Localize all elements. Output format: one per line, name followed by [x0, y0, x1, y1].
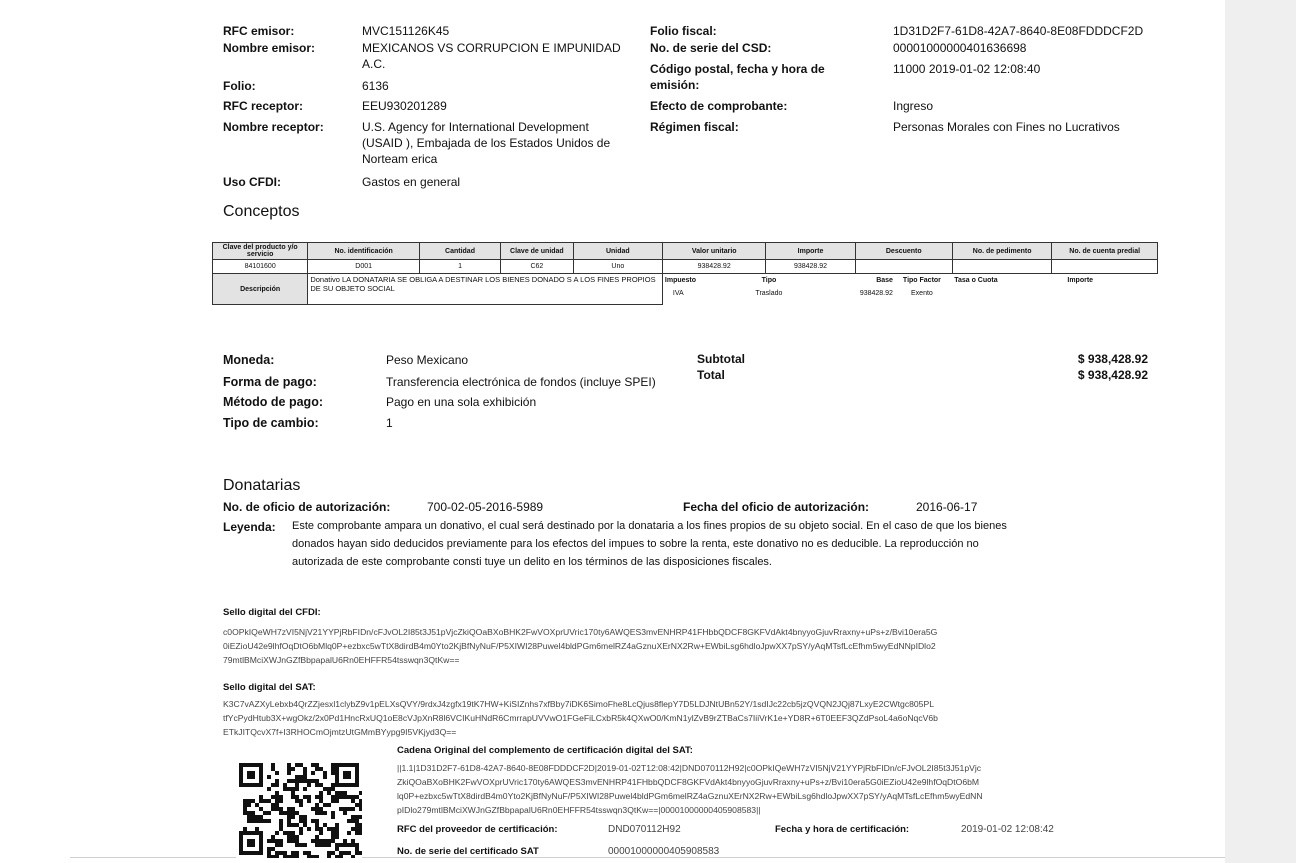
moneda-label: Moneda: [223, 353, 275, 367]
codigo-postal-label-1: Código postal, fecha y hora de [650, 62, 825, 76]
viewer-side-panel [1225, 0, 1296, 863]
cadena-line-1: ||1.1|1D31D2F7-61D8-42A7-8640-8E08FDDDCF2D|2019-01-02T12:08:42|DND070112H92|c0OPkIQeWH7zVI5NjV21YYPjRbFIDn/cFJvOL2I85t3J51pVjc [397, 763, 982, 773]
cadena-line-2: ZkiQOaBXoBHK2FwVOXprUVric170ty6AWQES3mvENHRP41FHbbQDCF8GKFVdAkt4bnyyoGjuvRraxny+uPs+z/Bvi10era5G0iEZioU42e9lhfOqDtO6bM [397, 777, 980, 787]
cell-clave-unidad: C62 [501, 260, 574, 274]
leyenda-line-2: donados hayan sido deducidos previamente para los efectos del impues to sobre la renta, este donativo no es deducible. La reproducción no [292, 538, 979, 550]
tasa-cuota-value [949, 287, 1003, 300]
forma-pago-label: Forma de pago: [223, 375, 317, 389]
cadena-line-3: lq0P+ezbxc5wTtX8dirdB4m0Yto2KjBfNyNuF/P5XIWI28Puwel4bldPGm6melRZ4aGznuXErNX2Rw+EWbiLsg6hdloJpwXX7pSY/yAqMTsfLcEfhm5wyEdNN [397, 791, 983, 801]
fecha-oficio-value: 2016-06-17 [916, 500, 978, 514]
nombre-receptor-value-2: (USAID ), Embajada de los Estados Unidos de [362, 136, 611, 150]
sello-cfdi-line-1: c0OPkIQeWH7zVI5NjV21YYPjRbFIDn/cFJvOL2I85t3J51pVjcZkiQOaBXoBHK2FwVOXprUVric170ty6AWQES3mvENHRP41FHbbQDCF8GKFVdAkt4bnyyoGjuvRraxny+uPs+z/Bvi10era5G [223, 627, 938, 637]
importe-impuesto-header: Importe [1067, 277, 1094, 284]
tipo-factor-header: Tipo Factor [902, 277, 941, 284]
fecha-certificacion-label: Fecha y hora de certificación: [775, 824, 910, 835]
cadena-original-label: Cadena Original del complemento de certificación digital del SAT: [397, 745, 693, 756]
serie-csd-label: No. de serie del CSD: [650, 41, 772, 55]
metodo-pago-label: Método de pago: [223, 395, 323, 409]
leyenda-line-3: autorizada de este comprobante consti tuye un delito en los términos de las disposiciones fiscales. [292, 556, 772, 568]
moneda-value: Peso Mexicano [386, 353, 469, 367]
nombre-receptor-label: Nombre receptor: [223, 120, 324, 134]
impuesto-header: Impuesto [664, 277, 697, 284]
donatarias-title: Donatarias [223, 477, 301, 494]
impuestos-row [663, 287, 1158, 300]
impuestos-cell [662, 274, 1157, 305]
col-cantidad: Cantidad [420, 243, 501, 260]
col-importe: Importe [766, 243, 855, 260]
oficio-value: 700-02-05-2016-5989 [427, 500, 544, 514]
col-valor-unitario: Valor unitario [662, 243, 766, 260]
regimen-label: Régimen fiscal: [650, 120, 739, 134]
folio-value: 6136 [362, 79, 389, 93]
rfc-receptor-label: RFC receptor: [223, 99, 304, 113]
tipo-header: Tipo [761, 277, 777, 284]
rfc-proveedor-label: RFC del proveedor de certificación: [397, 824, 558, 835]
base-value: 938428.92 [859, 290, 893, 297]
col-clave-producto: Clave del producto y/o servicio [213, 243, 308, 260]
tipo-cambio-label: Tipo de cambio: [223, 416, 319, 430]
cell-unidad: Uno [573, 260, 662, 274]
col-descuento: Descuento [855, 243, 952, 260]
conceptos-table [212, 242, 1158, 305]
nombre-emisor-label: Nombre emisor: [223, 41, 316, 55]
tasa-cuota-header: Tasa o Cuota [954, 277, 998, 284]
codigo-postal-label-2: emisión: [650, 78, 700, 92]
col-no-identificacion: No. identificación [308, 243, 420, 260]
sello-cfdi-line-2: 0iEZioU42e9lhfOqDtO6bMlq0P+ezbxc5wTtX8dirdB4m0Yto2KjBfNyNuF/P5XIWI28Puwel4bldPGm6melRZ4aGznuXErNX2Rw+EWbiLsg6hdloJpwXX7pSY/yAqMTsfLcEfhm5wyEdNNpIDlo2 [223, 641, 936, 651]
rfc-emisor-label: RFC emisor: [223, 24, 295, 38]
base-header: Base [876, 277, 893, 284]
codigo-postal-value: 11000 2019-01-02 12:08:40 [893, 62, 1041, 76]
cell-no-pedimento [952, 260, 1051, 274]
tipo-value: Traslado [755, 290, 783, 297]
folio-fiscal-label: Folio fiscal: [650, 24, 717, 38]
cell-valor-unitario: 938428.92 [662, 260, 766, 274]
folio-label: Folio: [223, 79, 256, 93]
impuesto-value: IVA [672, 290, 684, 297]
uso-cfdi-label: Uso CFDI: [223, 175, 281, 189]
table-header-row [213, 243, 1158, 260]
leyenda-line-1: Este comprobante ampara un donativo, el cual será destinado por la donataria a los fines propios de su objeto social. En el caso de que los bienes [292, 520, 1007, 532]
nombre-receptor-value-3: Norteam erica [362, 152, 438, 166]
tipo-cambio-value: 1 [386, 416, 393, 430]
qr-code-image [236, 760, 362, 858]
cell-clave-producto: 84101600 [213, 260, 308, 274]
impuestos-table [663, 274, 1158, 300]
rfc-receptor-value: EEU930201289 [362, 99, 447, 113]
nombre-receptor-value-1: U.S. Agency for International Development [362, 120, 589, 134]
efecto-label: Efecto de comprobante: [650, 99, 788, 113]
cell-no-cuenta-predial [1052, 260, 1158, 274]
impuestos-header-row [663, 274, 1158, 287]
col-clave-unidad: Clave de unidad [501, 243, 574, 260]
fecha-certificacion-value: 2019-01-02 12:08:42 [961, 824, 1054, 835]
uso-cfdi-value: Gastos en general [362, 175, 461, 189]
serie-sat-value: 00001000000405908583 [608, 846, 720, 857]
folio-fiscal-value: 1D31D2F7-61D8-42A7-8640-8E08FDDDCF2D [893, 24, 1144, 38]
col-no-cuenta-predial: No. de cuenta predial [1052, 243, 1158, 260]
serie-sat-label: No. de serie del certificado SAT [397, 846, 539, 857]
sello-cfdi-label: Sello digital del CFDI: [223, 607, 321, 618]
sello-sat-line-3: ETkJITQcvX7f+I3RHOCmOjmtzUtGMmBYypg9I5VKjyd3Q== [223, 727, 457, 737]
col-unidad: Unidad [573, 243, 662, 260]
descripcion-label: Descripción [213, 274, 308, 305]
subtotal-label: Subtotal [697, 352, 745, 366]
col-no-pedimento: No. de pedimento [952, 243, 1051, 260]
nombre-emisor-value-1: MEXICANOS VS CORRUPCION E IMPUNIDAD [362, 41, 621, 55]
rfc-emisor-value: MVC151126K45 [362, 24, 450, 38]
cadena-line-4: pIDlo279mtlBMciXWJnGZfBbpapalU6Rn0EHFFR54tsswqn3QtKw==|00001000000405908583|| [397, 805, 761, 815]
leyenda-label: Leyenda: [223, 520, 276, 534]
regimen-value: Personas Morales con Fines no Lucrativos [893, 120, 1120, 134]
cell-importe: 938428.92 [766, 260, 855, 274]
efecto-value: Ingreso [893, 99, 934, 113]
oficio-label: No. de oficio de autorización: [223, 500, 391, 514]
nombre-emisor-value-2: A.C. [362, 57, 386, 71]
table-row [213, 260, 1158, 274]
tipo-factor-value: Exento [911, 290, 933, 297]
sello-cfdi-line-3: 79mtlBMciXWJnGZfBbpapalU6Rn0EHFFR54tsswqn3QtKw== [223, 655, 460, 665]
total-value: $ 938,428.92 [1077, 368, 1148, 382]
serie-csd-value: 00001000000401636698 [893, 41, 1027, 55]
cell-cantidad: 1 [420, 260, 501, 274]
descripcion-row [213, 274, 1158, 305]
descripcion-value: Donativo LA DONATARIA SE OBLIGA A DESTINAR LOS BIENES DONADO S A LOS FINES PROPIOS DE SU OBJETO SOCIAL [308, 274, 663, 305]
cell-descuento [855, 260, 952, 274]
sello-sat-label: Sello digital del SAT: [223, 682, 316, 693]
cell-no-identificacion: D001 [308, 260, 420, 274]
conceptos-title: Conceptos [223, 203, 300, 220]
sello-sat-line-2: tfYcPydHtub3X+wgOkz/2x0Pd1HncRxUQ1oE8cVJpXnR8l6VCIKuHNdR6CmrrapUVVwO1FGeFiLCxbR5k4QXwO0/KmN1ylZvB9rZTBaCs7IiiVrK1e+YD8R+6T0EEF3QZdPsoL4a6oNqcV6b [223, 713, 938, 723]
sello-sat-line-1: K3C7vAZXyLebxb4QrZZjesxl1clybZ9v1pELXsQVY/9rdxJ4zgfx19tK7HW+KiSIZnhs7xfBby7iDK6SimoFhe8LcQjus8flepY7D5LDJNtUBn52Y/1sdIJc22cb5jzQVQN2JQj87LxyE2CWtgc805PL [223, 699, 934, 709]
importe-impuesto-value [1003, 287, 1158, 300]
fecha-oficio-label: Fecha del oficio de autorización: [683, 500, 870, 514]
metodo-pago-value: Pago en una sola exhibición [386, 395, 537, 409]
forma-pago-value: Transferencia electrónica de fondos (incluye SPEI) [386, 375, 656, 389]
rfc-proveedor-value: DND070112H92 [608, 824, 681, 835]
total-label: Total [697, 368, 725, 382]
subtotal-value: $ 938,428.92 [1077, 352, 1148, 366]
